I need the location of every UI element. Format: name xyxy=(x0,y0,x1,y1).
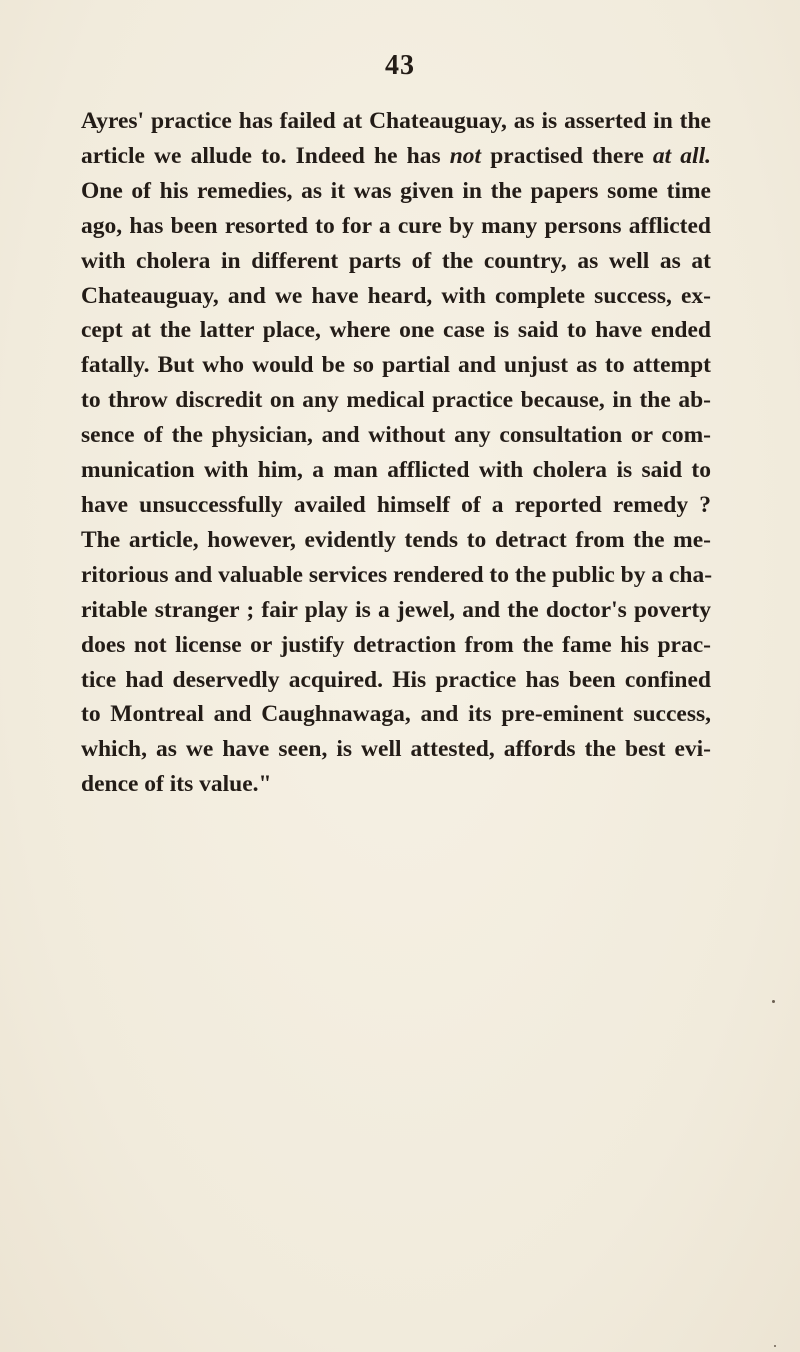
text-line: fatally. But who would be so partial and unjust as to attempt xyxy=(81,352,711,379)
text-line: does not license or justify detraction from the fame his prac- xyxy=(81,631,711,658)
body-paragraph xyxy=(81,104,711,802)
text-line: to throw discredit on any medical practice because, in the ab- xyxy=(81,387,711,414)
text-line: dence of its value." xyxy=(81,771,272,798)
text-line: article we allude to. Indeed he has not practised there at all. xyxy=(81,142,711,169)
text-line: tice had deservedly acquired. His practice has been confined xyxy=(81,666,711,693)
page-number: 43 xyxy=(385,50,415,81)
text-line: ago, has been resorted to for a cure by many persons afflicted xyxy=(81,212,711,239)
text-line: which, as we have seen, is well attested, affords the best evi- xyxy=(81,736,711,763)
text-line: to Montreal and Caughnawaga, and its pre-eminent success, xyxy=(81,701,711,728)
text-line: cept at the latter place, where one case is said to have ended xyxy=(81,317,711,344)
text-line: The article, however, evidently tends to detract from the me- xyxy=(81,526,711,553)
paper-speck xyxy=(772,1000,775,1003)
text-line: ritable stranger ; fair play is a jewel, and the doctor's poverty xyxy=(81,596,711,623)
text-line: munication with him, a man afflicted with cholera is said to xyxy=(81,457,711,484)
text-line: sence of the physician, and without any consultation or com- xyxy=(81,422,711,449)
text-line: Ayres' practice has failed at Chateauguay, as is asserted in the xyxy=(81,108,711,134)
text-line: Chateauguay, and we have heard, with complete success, ex- xyxy=(81,282,711,309)
text-line: have unsuccessfully availed himself of a reported remedy ? xyxy=(81,491,711,518)
text-line: ritorious and valuable services rendered to the public by a cha- xyxy=(81,561,713,588)
text-line: One of his remedies, as it was given in the papers some time xyxy=(81,177,711,204)
text-line: with cholera in different parts of the country, as well as at xyxy=(81,247,711,274)
paper-speck xyxy=(774,1345,776,1347)
